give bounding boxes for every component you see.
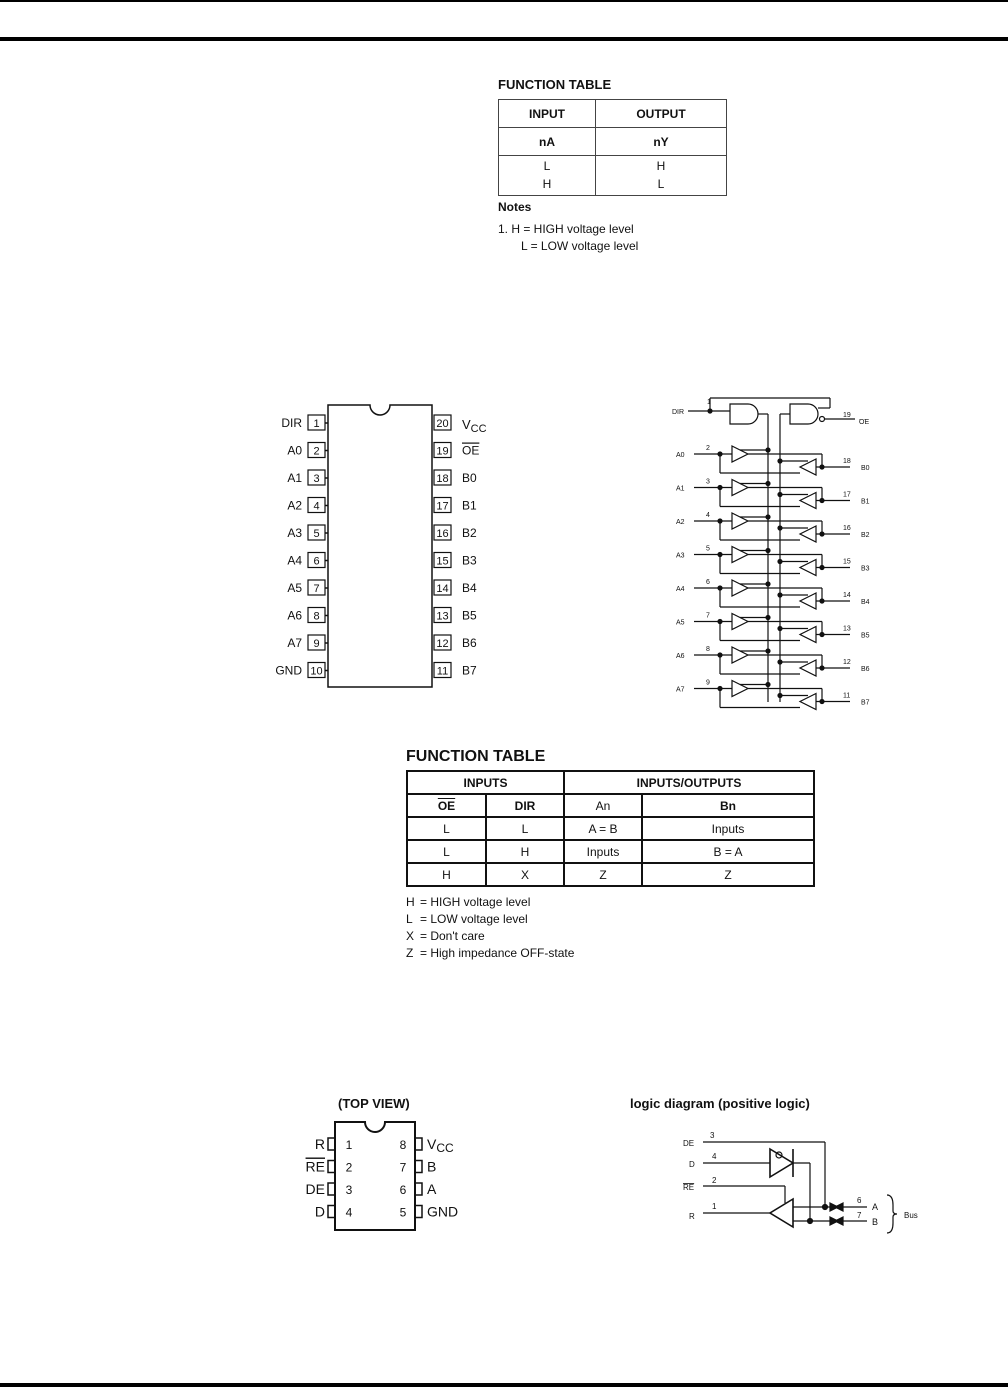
top-thin-rule	[0, 0, 1008, 2]
b-label: B	[872, 1217, 879, 1227]
table-cell: B = A	[642, 840, 814, 863]
junction-dot	[820, 499, 824, 503]
pin-number: 18	[843, 458, 851, 465]
pin-number: 9	[706, 679, 710, 687]
note-line: L = LOW voltage level	[521, 239, 639, 253]
pin-label: A2	[287, 498, 302, 513]
pin-label: B3	[462, 553, 477, 568]
logic-diagram-title: logic diagram (positive logic)	[630, 1096, 810, 1111]
junction-dot	[778, 526, 782, 530]
pin-box	[328, 1138, 335, 1150]
function-table-2-title: FUNCTION TABLE	[406, 748, 546, 765]
a-label: A5	[676, 619, 685, 627]
buffer-a-to-b	[732, 647, 748, 663]
pin-number: 13	[436, 610, 449, 623]
junction-dot	[808, 1219, 813, 1224]
table-row	[407, 840, 814, 863]
junction-dot	[766, 649, 770, 653]
a-label: A4	[676, 586, 685, 593]
ic-body	[328, 405, 432, 687]
pin-number: 7	[706, 612, 710, 620]
pin-number: 3	[313, 473, 320, 485]
table-cell: L	[657, 177, 665, 191]
junction-dot	[820, 633, 824, 637]
b-label: B5	[861, 632, 870, 640]
col-an: An	[564, 794, 642, 817]
buffer-a-to-b	[732, 480, 748, 496]
pin-number: 2	[712, 1176, 717, 1185]
pin-number: 3	[345, 1183, 353, 1197]
buffer-a-to-b	[732, 614, 748, 630]
a-label: A1	[676, 485, 685, 493]
legend-l: L = LOW voltage level	[406, 912, 528, 926]
pin-number: 15	[843, 558, 851, 566]
pin-number: 4	[345, 1205, 353, 1220]
d-label: D	[689, 1160, 695, 1169]
pin-label: VCC	[427, 1136, 454, 1155]
col-oe: $\overline{OE}$	[437, 798, 456, 813]
pin-label: R	[314, 1136, 325, 1152]
junction-dot	[778, 459, 782, 463]
pin-label: D	[314, 1203, 325, 1220]
arrow	[835, 1203, 843, 1211]
table-cell: L	[543, 159, 551, 173]
b-label: B6	[861, 666, 870, 673]
junction-dot	[766, 683, 770, 687]
table-cell: L	[407, 840, 486, 863]
dip8-pinout	[295, 1118, 485, 1236]
a-label: A0	[676, 452, 685, 459]
pin-number: 6	[313, 555, 320, 568]
pin-number: 7	[399, 1160, 407, 1175]
pin-label: A4	[287, 553, 302, 568]
pin-box	[328, 1161, 335, 1173]
pin-label: A5	[287, 581, 302, 595]
pin-number: 5	[399, 1205, 407, 1220]
function-table-1-title: FUNCTION TABLE	[498, 77, 612, 92]
pin-label: A	[427, 1181, 437, 1197]
pin-box	[415, 1183, 422, 1195]
b-label: B3	[861, 565, 870, 573]
and-gate	[790, 404, 818, 424]
subheader-input: nA	[499, 128, 596, 156]
pin-number: 4	[706, 512, 710, 519]
de-label: DE	[683, 1139, 695, 1148]
pin-number: 10	[310, 665, 323, 678]
table-cell: Inputs	[564, 840, 642, 863]
pin-number: 2	[706, 445, 710, 452]
pin-label: A1	[287, 471, 302, 485]
pin-number: 2	[345, 1160, 353, 1175]
pin-label: RE	[305, 1158, 325, 1175]
a-label: A2	[676, 519, 685, 526]
b-label: B0	[861, 465, 870, 472]
legend-z: Z = High impedance OFF-state	[406, 946, 575, 960]
pin-number: 12	[436, 638, 449, 650]
table-cell: Inputs	[642, 817, 814, 840]
a-label: A6	[676, 653, 685, 660]
table-cell: L	[486, 817, 564, 840]
pin-number: 14	[436, 583, 449, 595]
pin-number: 5	[313, 528, 320, 540]
pin-number: 19	[436, 445, 449, 458]
pin-number: 6	[399, 1183, 407, 1197]
pin-number: 16	[843, 525, 851, 532]
pin-label: A7	[287, 636, 302, 650]
junction-dot	[820, 599, 824, 603]
table-cell: H	[656, 159, 666, 173]
pin-number: 3	[706, 478, 710, 486]
table-cell: H	[407, 863, 486, 886]
re-label: RE	[683, 1183, 695, 1192]
pin-number: 13	[843, 625, 851, 633]
b-label: B4	[861, 599, 870, 606]
junction-dot	[820, 532, 824, 536]
and-gate	[730, 404, 758, 424]
pin-number: 7	[313, 583, 320, 595]
dip20-pinout	[260, 395, 520, 695]
col-dir: DIR	[486, 794, 564, 817]
junction-dot	[823, 1205, 828, 1210]
pin-label: B7	[462, 663, 477, 678]
pin-number: 11	[843, 692, 851, 700]
table-cell: Z	[642, 863, 814, 886]
table-cell: X	[486, 863, 564, 886]
pin-label: B2	[462, 526, 477, 540]
junction-dot	[766, 616, 770, 620]
junction-dot	[766, 448, 770, 452]
junction-dot	[766, 549, 770, 553]
pin-number: 8	[313, 610, 320, 623]
junction-dot	[820, 666, 824, 670]
pin-number: 2	[313, 445, 320, 458]
buffer-a-to-b	[732, 547, 748, 563]
top-view-title: (TOP VIEW)	[338, 1096, 410, 1111]
bus-label: Bus	[904, 1211, 918, 1220]
pin-box	[415, 1206, 422, 1218]
pin-label: $V_{CC}$	[462, 417, 487, 435]
pin-label: B1	[462, 498, 477, 513]
pin-number: 20	[436, 418, 449, 430]
junction-dot	[778, 627, 782, 631]
pin-number: 19	[843, 412, 851, 419]
logic-diagram-245	[660, 392, 890, 720]
junction-dot	[778, 694, 782, 698]
pin-number: 1	[313, 418, 320, 430]
pin-box	[328, 1183, 335, 1195]
arrow	[835, 1217, 843, 1225]
pin-number: 17	[843, 491, 851, 499]
table-cell: A = B	[564, 817, 642, 840]
bus-brace	[887, 1195, 897, 1233]
function-table-2	[406, 770, 815, 887]
header-input: INPUT	[499, 100, 596, 128]
pin-box	[415, 1138, 422, 1150]
buffer-a-to-b	[732, 681, 748, 697]
table-row	[407, 817, 814, 840]
buffer-a-to-b	[732, 513, 748, 529]
junction-dot	[820, 566, 824, 570]
pin-label: B4	[462, 581, 477, 595]
group-inputs: INPUTS	[407, 771, 564, 794]
pin-number: 5	[706, 545, 710, 553]
pin-label: GND	[275, 663, 302, 678]
subheader-output: nY	[596, 128, 727, 156]
dir-label: DIR	[672, 409, 685, 416]
buffer-a-to-b	[732, 446, 748, 462]
junction-dot	[766, 482, 770, 486]
pin-label: OE	[462, 443, 480, 458]
junction-dot	[778, 593, 782, 597]
pin-number: 17	[436, 500, 449, 513]
pin-label: B	[427, 1158, 437, 1175]
pin-number: 12	[843, 659, 851, 666]
pin-number: 6	[857, 1196, 862, 1205]
pin-label: DE	[305, 1181, 325, 1197]
table-cell: H	[486, 840, 564, 863]
buffer-a-to-b	[732, 580, 748, 596]
pin-label: A3	[287, 526, 302, 540]
table-cell: H	[542, 177, 552, 191]
pin-box	[328, 1206, 335, 1218]
junction-dot	[820, 465, 824, 469]
table-cell: Z	[564, 863, 642, 886]
pin-number: 1	[707, 399, 711, 406]
pin-number: 18	[436, 473, 449, 485]
a-label: A7	[676, 686, 685, 694]
header-output: OUTPUT	[596, 100, 727, 128]
pin-number: 8	[399, 1138, 407, 1152]
pin-label: B5	[462, 608, 477, 623]
table-row	[407, 863, 814, 886]
pin-number: 15	[436, 555, 449, 568]
r-label: R	[689, 1212, 695, 1221]
pin-label: A0	[287, 443, 302, 458]
pin-label: DIR	[281, 416, 302, 430]
inversion-bubble	[820, 417, 825, 422]
pin-number: 4	[712, 1152, 717, 1161]
junction-dot	[820, 700, 824, 704]
pin-number: 14	[843, 592, 851, 599]
junction-dot	[778, 660, 782, 664]
notes-title: Notes	[498, 200, 532, 214]
pin-label: B6	[462, 636, 477, 650]
junction-dot	[778, 493, 782, 497]
pin-number: 8	[706, 646, 710, 653]
a-label: A	[872, 1202, 879, 1212]
pin-label: B0	[462, 471, 477, 485]
pin-number: 16	[436, 528, 449, 540]
legend-x: X = Don't care	[406, 929, 485, 943]
junction-dot	[766, 515, 770, 519]
pin-box	[415, 1161, 422, 1173]
pin-label: GND	[427, 1203, 459, 1220]
receiver-buffer	[770, 1199, 793, 1227]
junction-dot	[778, 560, 782, 564]
b-label: B2	[861, 532, 870, 539]
junction-dot	[766, 582, 770, 586]
b-label: B7	[861, 699, 870, 707]
top-thick-rule	[0, 37, 1008, 41]
oe-label: OE	[859, 419, 870, 426]
col-bn: Bn	[642, 794, 814, 817]
pin-number: 3	[710, 1131, 715, 1140]
pin-number: 9	[313, 638, 320, 650]
table-cell: L	[407, 817, 486, 840]
pin-number: 1	[712, 1202, 717, 1211]
group-inputs-outputs: INPUTS/OUTPUTS	[564, 771, 814, 794]
a-label: A3	[676, 552, 685, 560]
bottom-thick-rule	[0, 1383, 1008, 1387]
pin-number: 4	[313, 500, 320, 513]
b-label: B1	[861, 498, 870, 506]
legend-h: H = HIGH voltage level	[406, 895, 531, 909]
pin-number: 1	[345, 1138, 353, 1152]
pin-label: A6	[287, 608, 302, 623]
pin-number: 7	[857, 1211, 862, 1220]
pin-number: 11	[436, 665, 449, 678]
pin-number: 6	[706, 579, 710, 586]
logic-diagram-485	[675, 1125, 945, 1240]
function-table-1	[498, 99, 727, 196]
note-line: 1. H = HIGH voltage level	[498, 222, 634, 236]
